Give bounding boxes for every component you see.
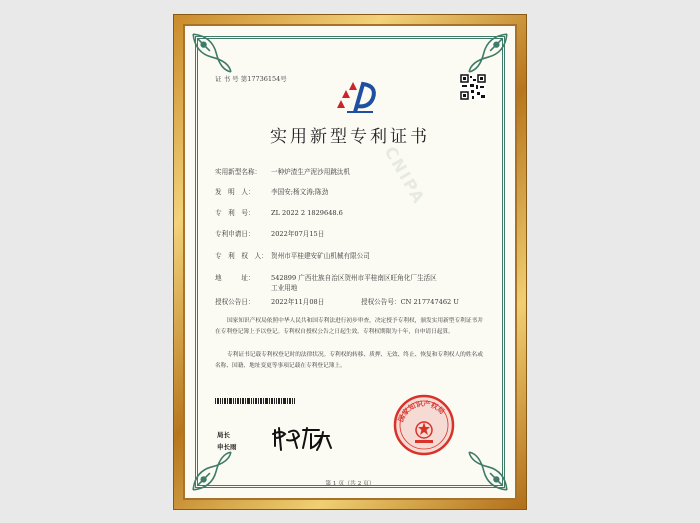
field-patentee: 专 利 权 人： 贺州市平桂建安矿山机械有限公司 xyxy=(215,252,370,260)
barcode-icon xyxy=(215,398,295,404)
svg-text:国家知识产权局: 国家知识产权局 xyxy=(396,399,446,424)
field-grant-date: 授权公告日： 2022年11月08日 授权公告号：CN 217747462 U xyxy=(215,298,459,306)
field-patent-number: 专 利 号： ZL 2022 2 1829648.6 xyxy=(215,209,343,217)
field-address-line2: 工业用地 xyxy=(271,284,298,292)
field-address: 地 址： 542899 广西壮族自治区贺州市平桂南区旺角化厂生活区 xyxy=(215,274,437,282)
signature-icon xyxy=(271,424,335,452)
statement-paragraph-2: 专利证书记载专利权登记时的法律状况。专利权的转移、质押、无效、终止、恢复和专利权人的姓名或名称、国籍、地址变更等事项记载在专利登记簿上。 xyxy=(215,352,483,369)
field-application-date: 专利申请日： 2022年07月15日 xyxy=(215,230,325,238)
signer-title: 局长 xyxy=(217,431,230,439)
certificate-number: 证 书 号 第17736154号 xyxy=(215,75,287,83)
field-inventors: 发 明 人： 李国安;杨文涛;陈劲 xyxy=(215,188,329,196)
certificate-paper xyxy=(185,26,515,498)
official-seal-icon xyxy=(393,394,455,456)
certificate-content xyxy=(185,26,515,498)
watermark: CNIPA xyxy=(380,143,430,208)
page-footer: 第 1 页（共 2 页） xyxy=(325,481,375,487)
field-utility-model-name: 实用新型名称： 一种炉渣生产泥沙用跳汰机 xyxy=(215,168,351,176)
signer-name: 申长雨 xyxy=(217,443,237,451)
cnipa-logo-icon xyxy=(333,78,381,116)
gold-frame xyxy=(173,14,527,510)
statement-paragraph-1: 国家知识产权局依照中华人民共和国专利法进行初步审查，决定授予专利权，颁发实用新型专利证书并在专利登记簿上予以登记。专利权自授权公告之日起生效。专利权期限为十年，自申请日起算。 xyxy=(215,318,483,335)
frame-inner xyxy=(183,24,517,500)
certificate-title: 实用新型专利证书 xyxy=(270,127,430,147)
qr-code-icon xyxy=(460,74,486,100)
